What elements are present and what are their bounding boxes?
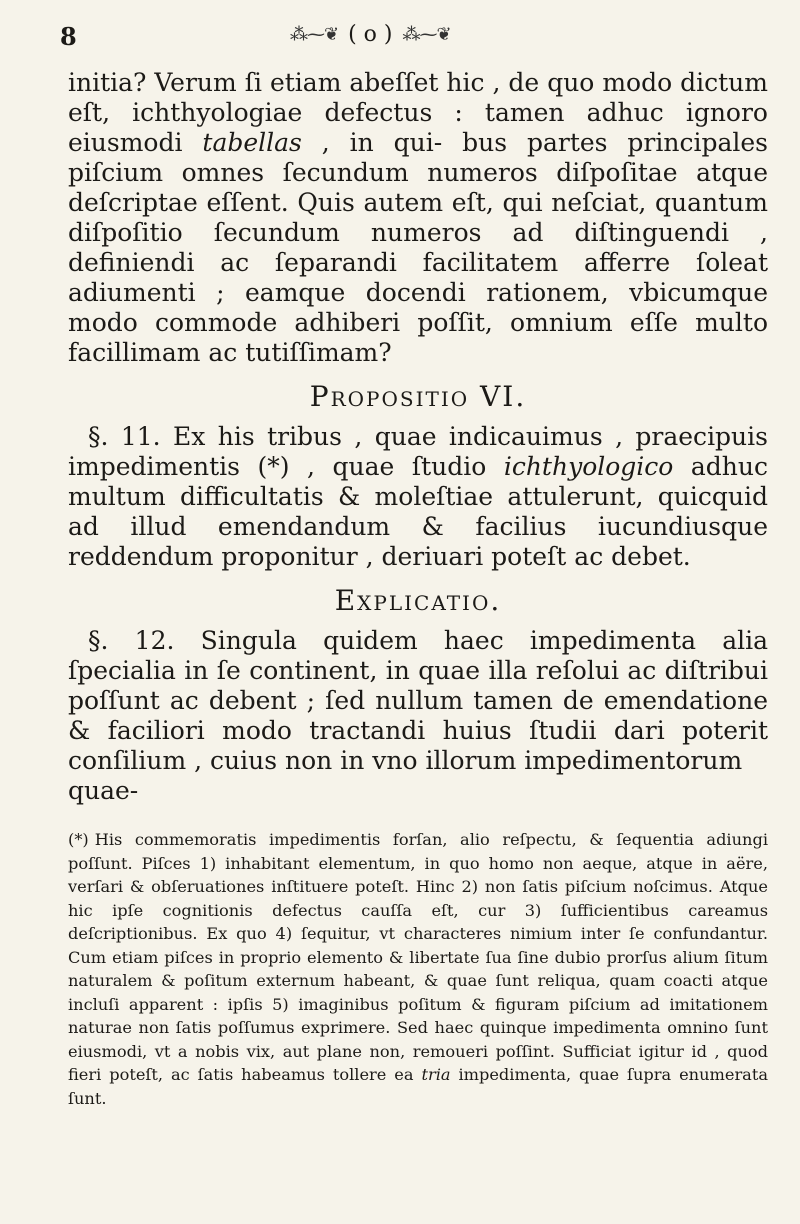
intro-italic: tabellas xyxy=(202,128,302,157)
explicatio-paragraph: §. 12. Singula quidem haec impedimenta alia ſpecialia in ſe continent, in quae illa reſolui ac diſtribui poſſunt ac debent ; ſed nullum tamen de emendatione & faciliori modo tractandi huius ſtudii dari poterit conſilium , cuius non in vno illorum impedimentorum xyxy=(68,626,768,775)
propositio-text-2: adhuc multum difficultatis & moleſtiae attulerunt, quicquid ad illud emendandum & facilius iucundiusque reddendum proponitur , deriuari poteſt ac debet. xyxy=(68,452,768,571)
footnote-text-1: His commemoratis impedimentis forſan, alio reſpectu, & ſequentia adiungi poſſunt. Piſces 1) inhabitant elementum, in quo homo non aeque, atque in aëre, verſari & obſeruationes inſtituere poteſt. Hinc 2) non ſatis piſcium noſcimus. Atque hic ipſe cognitionis defectus cauſſa eſt, cur 3) ſufficientibus careamus deſcriptionibus. Ex quo 4) ſequitur, vt characteres nimium inter ſe confundantur. Cum etiam piſces in proprio elemento & libertate ſua ſine dubio prorſus alium ſitum naturalem & poſitum externum habeant, & quae ſunt reliqua, quam coacti atque incluſi apparent : ipſis 5) imaginibus poſitum & figuram piſcium ad imitationem naturae non ſatis poſſumus exprimere. Sed haec quinque impedimenta omnino ſunt eiusmodi, vt a nobis vix, aut plane non, remoueri poſſint. Sufficiat igitur id , quod fieri poteſt, ac ſatis habeamus tollere ea xyxy=(68,830,768,1084)
footnote-text-2: impedimenta, quae ſupra enumerata ſunt. xyxy=(68,1065,768,1108)
propositio-paragraph xyxy=(68,422,768,572)
footnote-italic: tria xyxy=(421,1065,451,1084)
catchword: quae- xyxy=(68,776,139,805)
propositio-text-1: §. 11. Ex his tribus , quae indicauimus , praecipuis impedimentis (*) , quae ſtudio xyxy=(68,422,768,481)
explicatio-heading: Explicatio. xyxy=(334,584,502,617)
intro-text-2: , in qui- bus partes principales piſcium omnes ſecundum numeros diſpoſitae atque deſcriptae eſſent. Quis autem eſt, qui neſciat, quantum diſpoſitio ſecundum numeros ad diſtinguendi , definiendi ac ſeparandi facilitatem afferre ſoleat adiumenti ; eamque docendi rationem, vbicumque modo commode adhiberi poſſit, omnium eſſe multo facillimam ac tutiſſimam? xyxy=(68,128,769,367)
ornament-right-icon: ⁂⁓❦ xyxy=(402,24,451,45)
propositio-italic: ichthyologico xyxy=(503,452,674,481)
main-text xyxy=(68,68,768,806)
ornament-left-icon: ⁂⁓❦ xyxy=(290,24,339,45)
propositio-heading: Propositio VI. xyxy=(309,380,527,413)
page-header xyxy=(60,20,760,60)
intro-paragraph xyxy=(68,68,768,368)
running-head-text: ( o ) xyxy=(348,22,393,47)
running-head xyxy=(290,22,451,47)
footnote xyxy=(68,828,768,1110)
intro-text-1: initia? Verum ſi etiam abeſſet hic , de quo modo dictum eſt, ichthyologiae defectus : tamen adhuc ignoro eiusmodi xyxy=(68,68,768,157)
page-number: 8 xyxy=(60,22,77,51)
footnote-paragraph xyxy=(68,828,768,1110)
footnote-mark: (*) xyxy=(68,830,89,849)
